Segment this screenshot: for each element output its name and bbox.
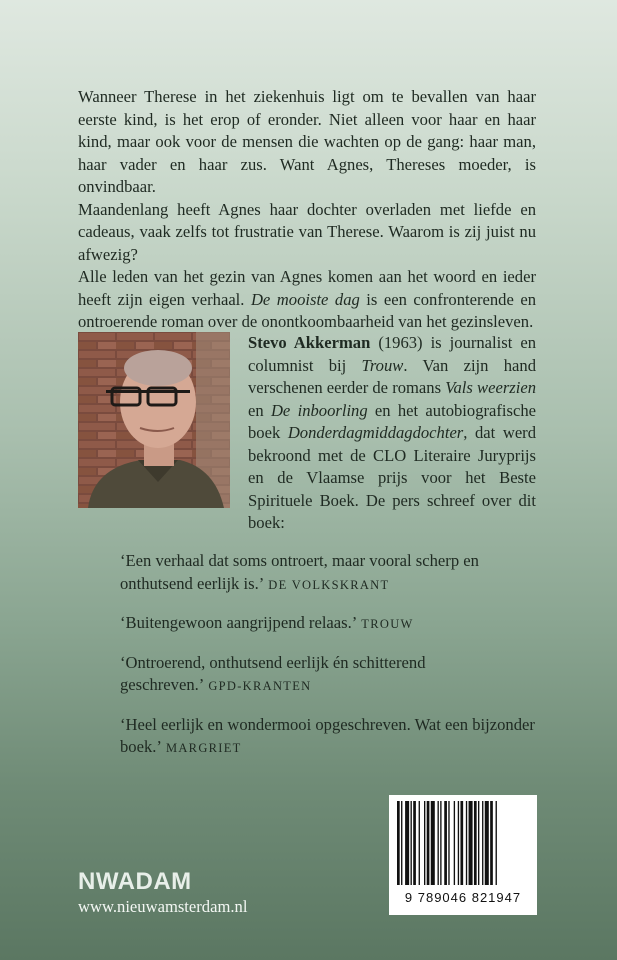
barcode-bar <box>424 801 425 885</box>
barcode-bar <box>438 801 439 885</box>
press-quote <box>120 714 540 760</box>
author-name: Stevo Akkerman <box>248 333 371 352</box>
barcode-bar <box>469 801 473 885</box>
publisher-url[interactable]: www.nieuwamsterdam.nl <box>78 897 248 916</box>
author-portrait-image <box>78 332 230 508</box>
barcode-bar <box>401 801 402 885</box>
press-quote <box>120 652 540 698</box>
quote-source: DE VOLKSKRANT <box>268 577 390 592</box>
barcode-bar <box>482 801 483 885</box>
barcode-bar <box>485 801 489 885</box>
barcode-bar <box>458 801 459 885</box>
barcode-bar <box>474 801 477 885</box>
press-quotes <box>120 550 540 776</box>
quote-text: ‘Buitengewoon aangrijpend relaas.’ <box>120 613 358 632</box>
barcode-bar <box>466 801 467 885</box>
blurb-paragraph-1: Wanneer Therese in het ziekenhuis ligt om te bevallen van haar eerste kind, is het erop of eronder. Niet alleen voor haar en haar kind, maar ook voor de mensen die wachten op de gang: haar man, haar vader en haar zus. Want Agnes, Thereses moeder, is onvindbaar. <box>78 87 536 196</box>
barcode <box>389 795 537 915</box>
barcode-bar <box>440 801 441 885</box>
barcode-bar <box>397 801 400 885</box>
bio-text: en <box>248 400 271 420</box>
barcode-bar <box>419 801 420 885</box>
barcode-bar <box>460 801 463 885</box>
barcode-bar <box>413 801 416 885</box>
blurb-paragraph-3 <box>78 266 536 334</box>
book-title: Donderdagmiddagdochter <box>287 423 464 442</box>
bio-text: , dat werd bekroond met de CLO Literaire Juryprijs en de Vlaamse prijs voor het Beste Spirituele Boek. De pers schreef over dit boek: <box>248 423 537 532</box>
bio-text: en het autobiografische boek <box>248 400 537 442</box>
barcode-bar <box>431 801 435 885</box>
book-title: De inboorling <box>270 400 368 420</box>
barcode-bar <box>496 801 497 885</box>
barcode-bar <box>444 801 447 885</box>
barcode-bar <box>448 801 449 885</box>
quote-text: ‘Heel eerlijk en wondermooi opgeschreven. Wat een bijzonder boek.’ <box>120 714 535 756</box>
barcode-bar <box>454 801 455 885</box>
newspaper-name: Trouw <box>361 355 404 375</box>
blurb-text: Alle leden van het gezin van Agnes komen aan het woord en ieder heeft zijn eigen verhaal. <box>78 267 536 309</box>
blurb <box>78 86 536 334</box>
press-quote <box>120 550 540 596</box>
blurb-text: is een confronterende en ontroerende roman over de onontkoombaarheid van het gezinsleven. <box>78 289 536 331</box>
quote-text: ‘Een verhaal dat soms ontroert, maar vooral scherp en onthutsend eerlijk is.’ <box>120 551 479 593</box>
quote-text: ‘Ontroerend, onthutsend eerlijk én schitterend geschreven.’ <box>120 652 426 694</box>
author-bio <box>248 332 536 535</box>
barcode-bar <box>427 801 430 885</box>
book-title: De mooiste dag <box>250 289 360 309</box>
barcode-bar <box>411 801 412 885</box>
blurb-paragraph-2: Maandenlang heeft Agnes haar dochter overladen met liefde en cadeaus, vaak zelfs tot frustratie van Therese. Waarom is zij juist nu afwezig? <box>78 199 536 264</box>
barcode-bar <box>490 801 493 885</box>
author-photo <box>78 332 230 508</box>
publisher-logo: NWADAM <box>78 868 192 895</box>
barcode-bar <box>405 801 409 885</box>
barcode-bar <box>478 801 479 885</box>
press-quote <box>120 612 540 636</box>
bio-text: . Van zijn hand verschenen eerder de romans <box>248 355 536 397</box>
quote-source: GPD-KRANTEN <box>208 679 312 693</box>
quote-source: TROUW <box>361 617 414 631</box>
book-title: Vals weerzien <box>445 378 537 397</box>
isbn-number: 9 789046 821947 <box>404 890 522 905</box>
bio-text: (1963) is journalist en columnist bij <box>248 333 536 375</box>
quote-source: MARGRIET <box>165 741 242 755</box>
barcode-bars <box>389 795 537 890</box>
